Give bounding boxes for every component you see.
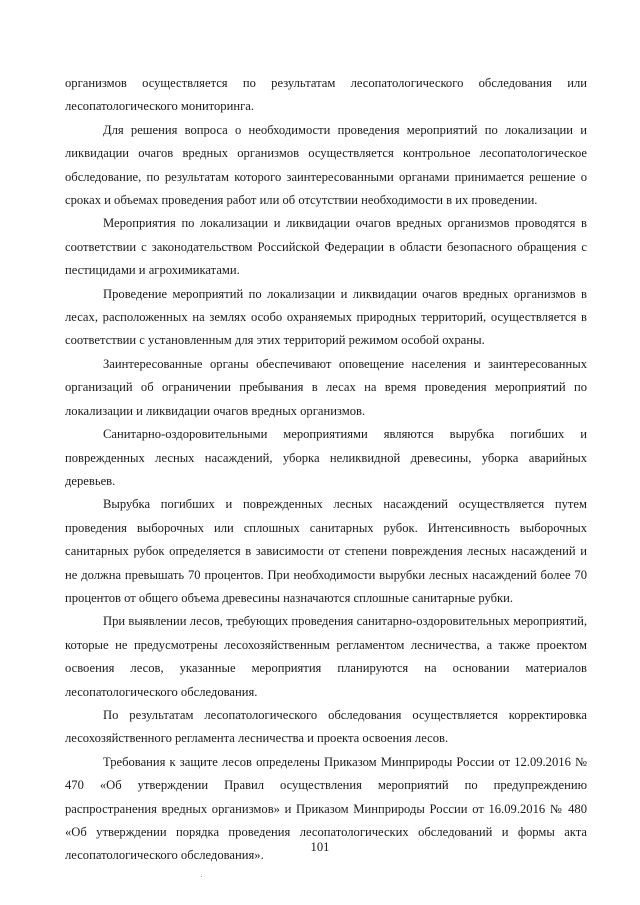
paragraph-protected-areas: Проведение мероприятий по локализации и ликвидации очагов вредных организмов в лесах, расположенных на землях особо охраняемых природных территорий, осуществляется в соответствии с установленным для этих территорий режимом особой охраны. <box>65 286 587 348</box>
paragraph-public-notification: Заинтересованные органы обеспечивают оповещение населения и заинтересованных организаций об ограничении пребывания в лесах на время проведения мероприятий по локализации и ликвидации очагов вредных организмов. <box>65 356 587 418</box>
paragraph-sanitary-measures: Санитарно-оздоровительными мероприятиями являются вырубка погибших и поврежденных лесных насаждений, уборка неликвидной древесины, уборка аварийных деревьев. <box>65 427 587 488</box>
page-number: 101 <box>310 840 330 854</box>
paragraph-control-survey: Для решения вопроса о необходимости проведения мероприятий по локализации и ликвидации очагов вредных организмов осуществляется контрольное лесопатологическое обследование, по результатам которого заинтересованными органами принимается решение о сроках и объемах проведения работ или об отсутствии необходимости в их проведении. <box>65 122 587 208</box>
paragraph-unplanned-measures: При выявлении лесов, требующих проведения санитарно-оздоровительных мероприятий, которые не предусмотрены лесохозяйственным регламентом лесничества, а также проектом освоения лесов, указанные мероприятия планируются на основании материалов лесопатологического обследования. <box>65 614 587 699</box>
paragraph-legal-requirements: Требования к защите лесов определены Приказом Минприроды России от 12.09.2016 № 470 «Об утверждении Правил осуществления мероприятий по предупреждению распространения вредных организмов» и Приказом Минприроды России от 16.09.2016 № 480 «Об утверждении порядка проведения лесопатологических обследований и формы акта лесопатологического обследования». <box>65 754 587 863</box>
paragraph-regulation-correction: По результатам лесопатологического обследования осуществляется корректировка лесохозяйственного регламента лесничества и проекта освоения лесов. <box>65 707 587 746</box>
paragraph-continuation: организмов осуществляется по результатам лесопатологического обследования или лесопатологического мониторинга. <box>65 76 587 114</box>
scan-speck <box>201 876 202 877</box>
paragraph-pesticides: Мероприятия по локализации и ликвидации очагов вредных организмов проводятся в соответствии с законодательством Российской Федерации в области безопасного обращения с пестицидами и агрохимикатами. <box>65 216 587 278</box>
paragraph-sanitary-cuttings: Вырубка погибших и поврежденных лесных насаждений осуществляется путем проведения выборочных или сплошных санитарных рубок. Интенсивность выборочных санитарных рубок определяется в зависимости от степени повреждения лесных насаждений и не должна превышать 70 процентов. При необходимости вырубки лесных насаждений более 70 процентов от общего объема древесины назначаются сплошные санитарные рубки. <box>65 497 587 605</box>
body-text <box>65 72 587 868</box>
